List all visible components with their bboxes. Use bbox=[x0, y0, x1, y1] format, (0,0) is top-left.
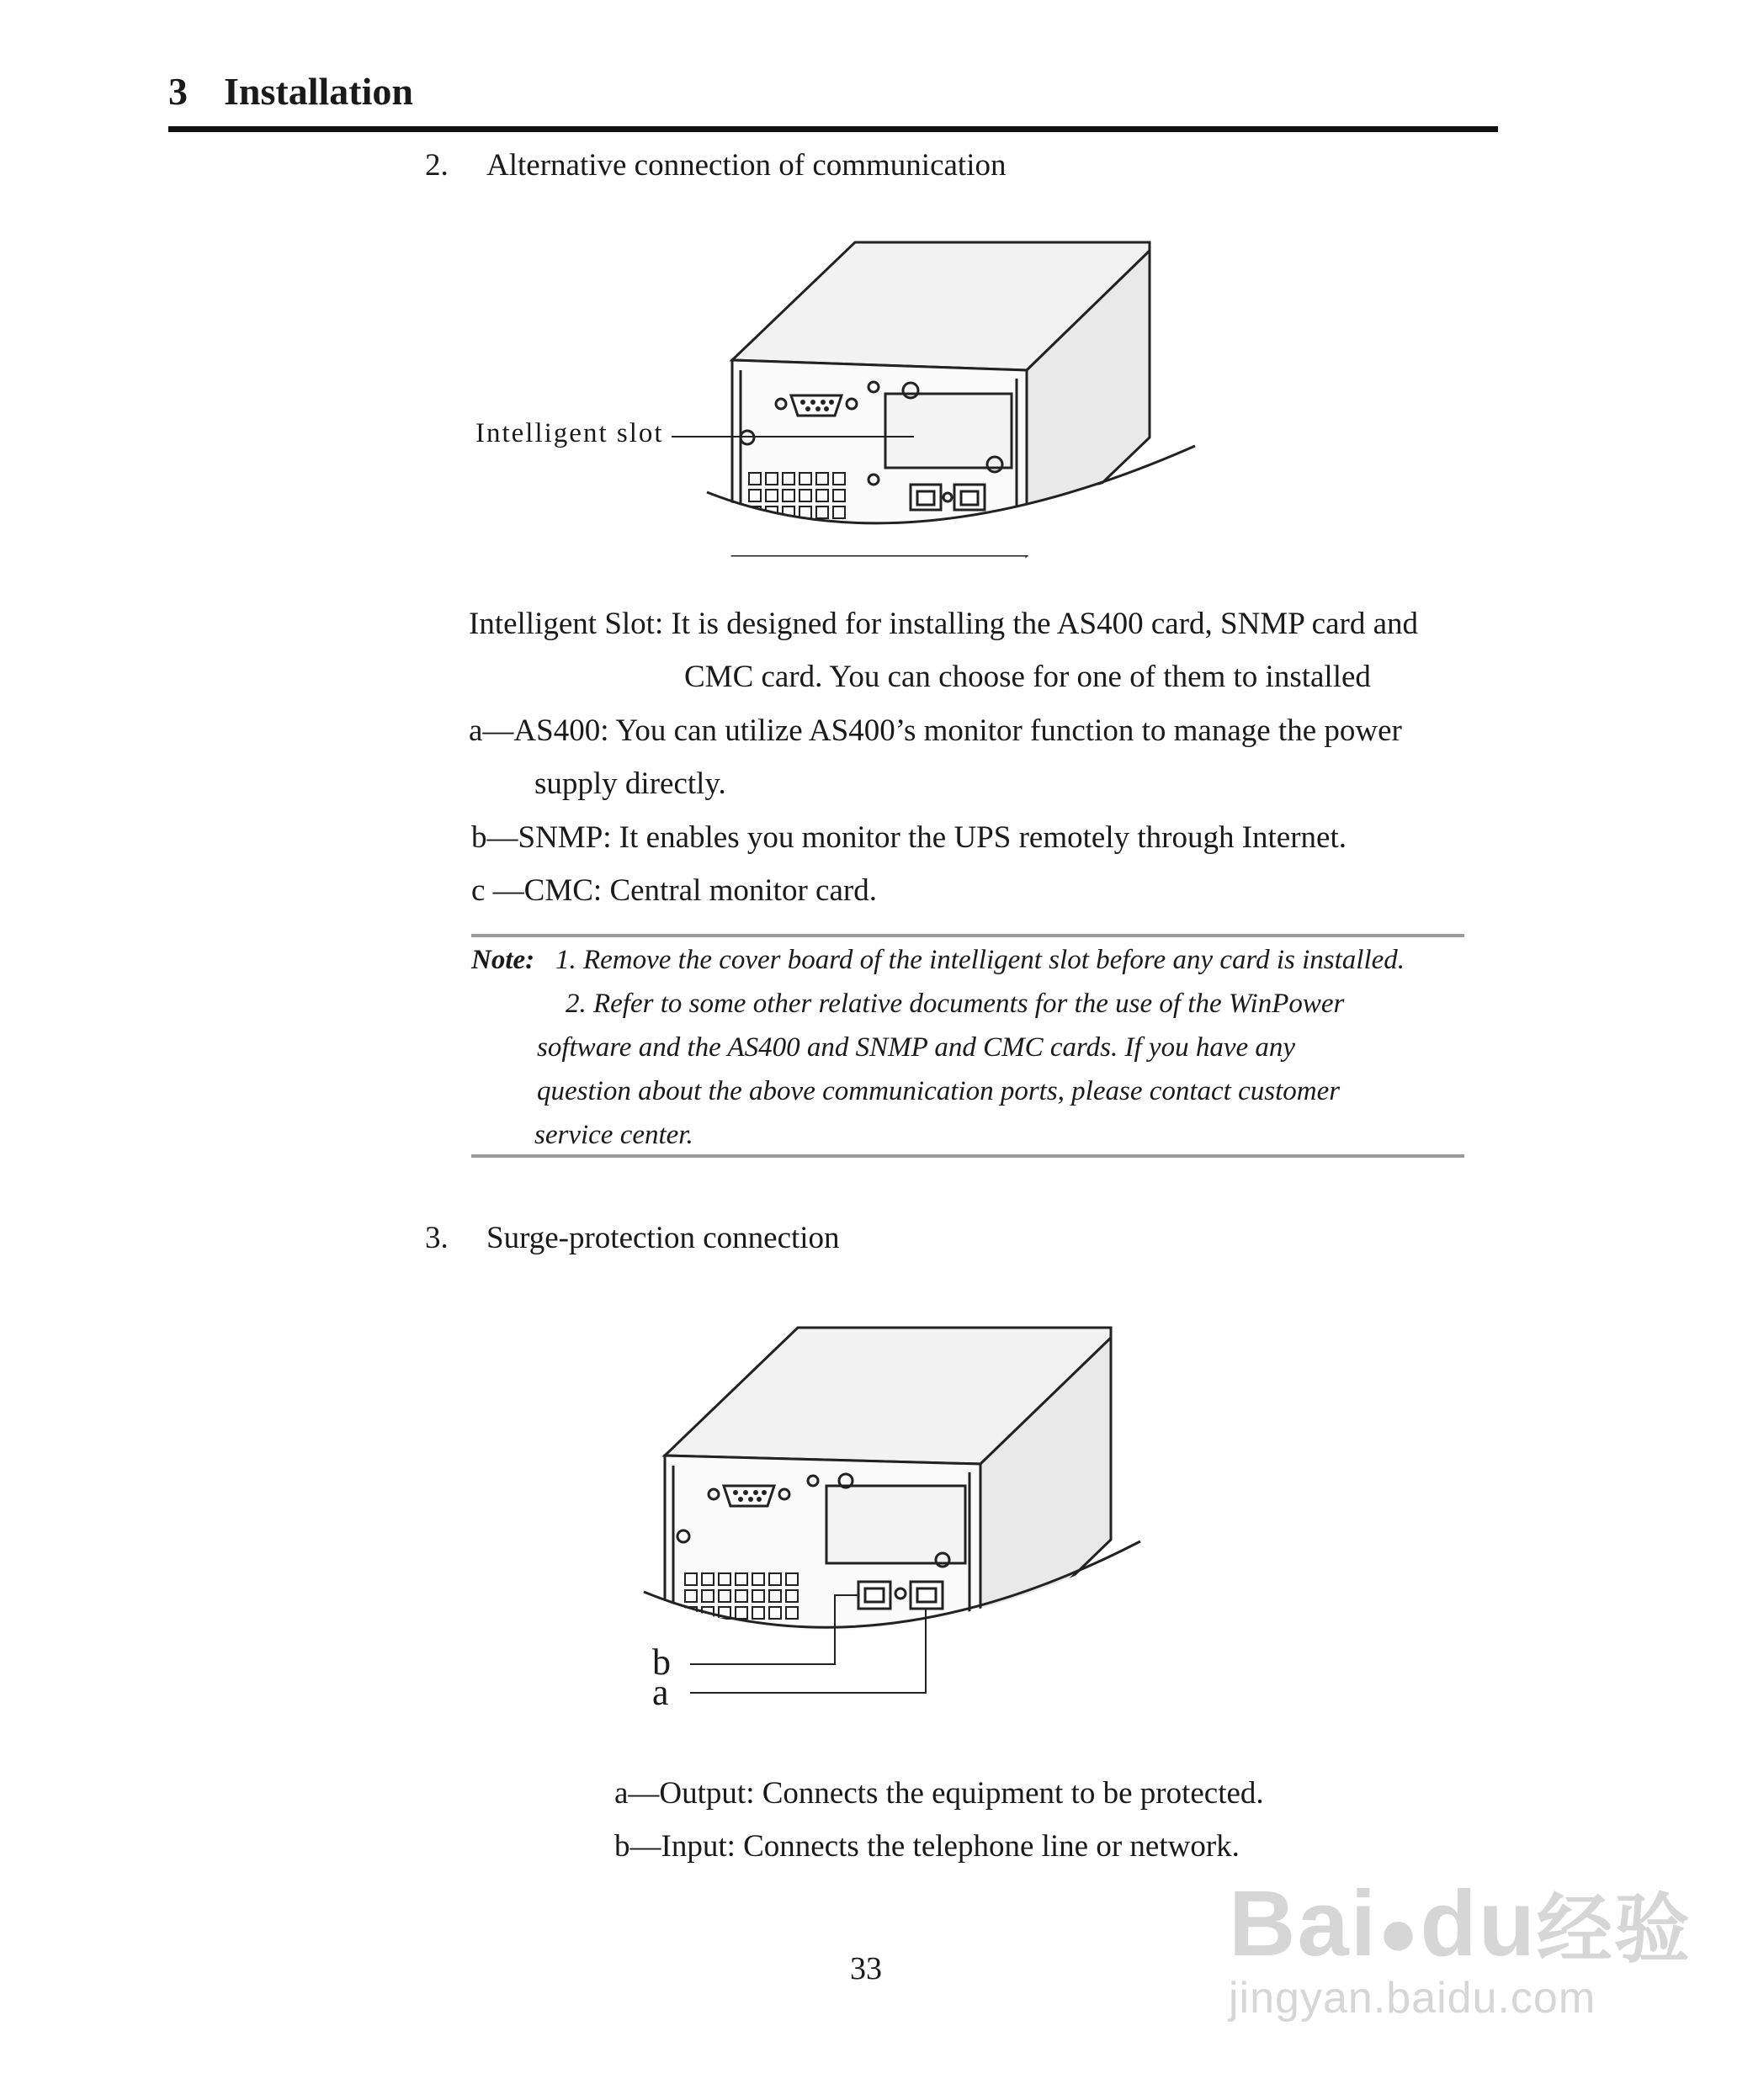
label-a: a bbox=[652, 1672, 669, 1713]
intelligent-slot-leader-line bbox=[672, 421, 924, 454]
note-top-rule bbox=[471, 934, 1464, 937]
chapter-heading bbox=[168, 69, 413, 114]
watermark-url: jingyan.baidu.com bbox=[1229, 1974, 1596, 2023]
output-line: a—Output: Connects the equipment to be protected. bbox=[614, 1776, 1264, 1811]
intelligent-slot-line-1: Intelligent Slot: It is designed for installing the AS400 card, SNMP card and bbox=[469, 607, 1419, 641]
watermark-logo: Bai●du经验 bbox=[1229, 1872, 1692, 1975]
note-label: Note: bbox=[471, 945, 535, 975]
ups-rear-figure-1 bbox=[690, 236, 1212, 555]
cmc-line: c —CMC: Central monitor card. bbox=[471, 873, 877, 908]
page-number: 33 bbox=[850, 1951, 882, 1986]
note-line-2: 2. Refer to some other relative documents for the use of the WinPower bbox=[566, 989, 1345, 1019]
header-rule bbox=[168, 126, 1498, 132]
note-line-5: service center. bbox=[534, 1120, 693, 1150]
note-line-3: software and the AS400 and SNMP and CMC cards. If you have any bbox=[537, 1032, 1296, 1063]
note-line-1: 1. Remove the cover board of the intelligent slot before any card is installed. bbox=[555, 945, 1405, 975]
section-3-title: Surge-protection connection bbox=[486, 1221, 840, 1255]
note-line-4: question about the above communication ports, please contact customer bbox=[537, 1076, 1341, 1106]
paw-icon: ● bbox=[1378, 1895, 1421, 1970]
snmp-line: b—SNMP: It enables you monitor the UPS remotely through Internet. bbox=[471, 820, 1347, 855]
chapter-number: 3 bbox=[168, 70, 188, 113]
intelligent-slot-line-2: CMC card. You can choose for one of them to installed bbox=[684, 660, 1371, 694]
note-bottom-rule bbox=[471, 1154, 1464, 1158]
label-b: b bbox=[652, 1641, 671, 1683]
ups-rear-figure-2 bbox=[640, 1321, 1153, 1674]
intelligent-slot-callout: Intelligent slot bbox=[475, 418, 664, 448]
input-line: b—Input: Connects the telephone line or network. bbox=[614, 1829, 1240, 1864]
chapter-title: Installation bbox=[224, 70, 413, 113]
section-2-number: 2. bbox=[425, 148, 449, 183]
section-3-number: 3. bbox=[425, 1221, 449, 1255]
section-2-title: Alternative connection of communication bbox=[486, 148, 1007, 183]
as400-line-2: supply directly. bbox=[534, 766, 726, 801]
as400-line-1: a—AS400: You can utilize AS400’s monitor function to manage the power bbox=[469, 713, 1402, 748]
